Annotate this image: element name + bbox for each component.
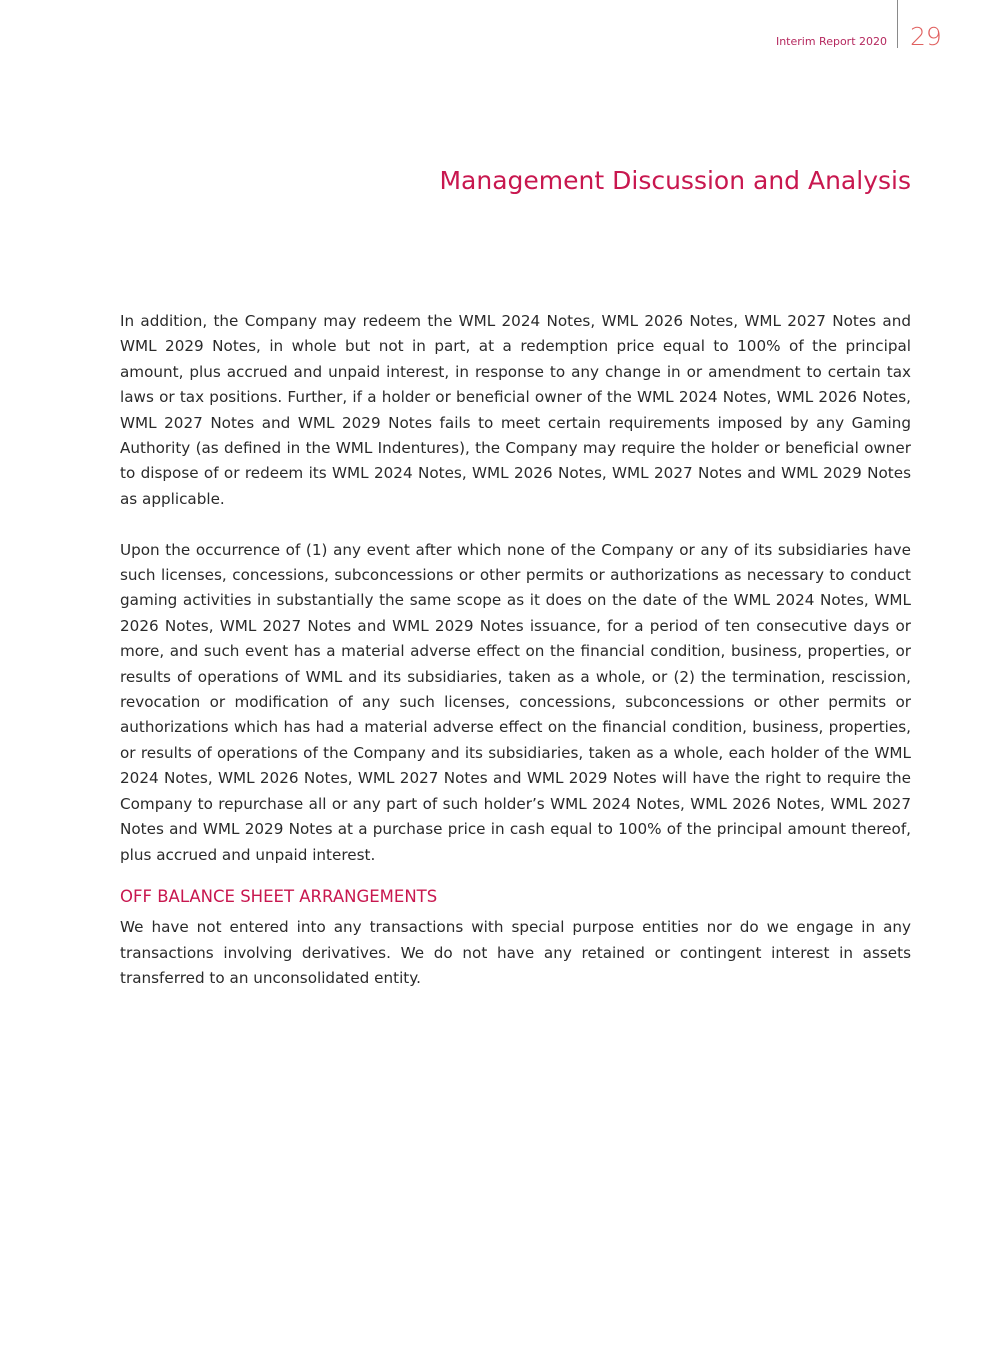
paragraph-redemption: In addition, the Company may redeem the WML 2024 Notes, WML 2026 Notes, WML 2027 Notes and WML 2029 Notes, in whole but not in part, at a redemption price equal to 100% of the principal amount, plus accrued and unpaid interest, in response to any change in or amendment to certain tax laws or tax positions. Further, if a holder or beneficial owner of the WML 2024 Notes, WML 2026 Notes, WML 2027 Notes and WML 2029 Notes fails to meet certain requirements imposed by any Gaming Authority (as defined in the WML Indentures), the Company may require the holder or beneficial owner to dispose of or redeem its WML 2024 Notes, WML 2026 Notes, WML 2027 Notes and WML 2029 Notes as applicable.: [120, 312, 911, 508]
paragraph-repurchase: Upon the occurrence of (1) any event after which none of the Company or any of its subsidiaries have such licenses, concessions, subconcessions or other permits or authorizations as necessary to conduct gaming activities in substantially the same scope as it does on the date of the WML 2024 Notes, WML 2026 Notes, WML 2027 Notes and WML 2029 Notes issuance, for a period of ten consecutive days or more, and such event has a material adverse effect on the financial condition, business, properties, or results of operations of WML and its subsidiaries, taken as a whole, or (2) the termination, rescission, revocation or modification of any such licenses, concessions, subconcessions or other permits or authorizations which has had a material adverse effect on the financial condition, business, properties, or results of operations of the Company and its subsidiaries, taken as a whole, each holder of the WML 2024 Notes, WML 2026 Notes, WML 2027 Notes and WML 2029 Notes will have the right to require the Company to repurchase all or any part of such holder’s WML 2024 Notes, WML 2026 Notes, WML 2027 Notes and WML 2029 Notes at a purchase price in cash equal to 100% of the principal amount thereof, plus accrued and unpaid interest.: [120, 540, 911, 864]
page-title: Management Discussion and Analysis: [439, 166, 911, 195]
section-heading: OFF BALANCE SHEET ARRANGEMENTS: [120, 887, 438, 907]
document-body: [120, 309, 911, 1017]
report-label: Interim Report 2020: [775, 35, 887, 48]
section-paragraph: We have not entered into any transactions with special purpose entities nor do we engage in any transactions involving derivatives. We do not have any retained or contingent interest in assets transferred to an unconsolidated entity.: [120, 918, 911, 988]
header-divider: [897, 0, 898, 48]
page-number: 29: [910, 22, 942, 51]
